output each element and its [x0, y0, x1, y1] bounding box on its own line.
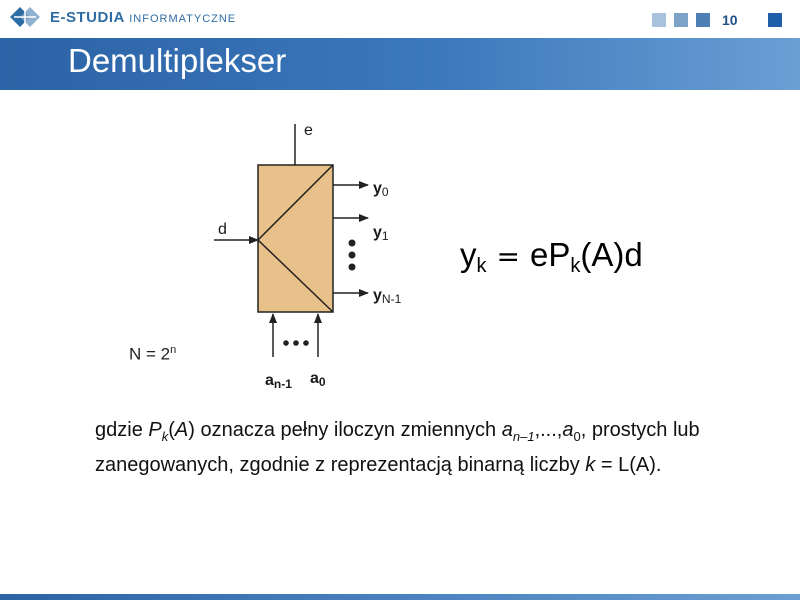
output-dots-icon — [349, 240, 356, 271]
slide-title: Demultiplekser — [68, 42, 287, 79]
formula-lhs-sub: k — [476, 255, 487, 277]
formula-rhs-sub: k — [570, 255, 581, 277]
logo-sub: INFORMATYCZNE — [129, 12, 237, 25]
desc-a1: a — [501, 419, 513, 441]
formula-rhs-1: eP — [529, 236, 571, 273]
n-label-text: N = 2 — [129, 344, 171, 364]
desc-part-2: oznacza pełny iloczyn zmiennych — [194, 419, 502, 441]
output-label-yN: yN-1 — [373, 287, 402, 306]
logo-brand: E-STUDIA — [50, 8, 125, 26]
output-label-y0: y0 — [373, 180, 389, 199]
formula-equals: = — [496, 240, 520, 273]
address-label-hi: an-1 — [265, 372, 292, 391]
desc-k: k — [585, 454, 596, 476]
enable-label: e — [304, 122, 313, 139]
address-dots-icon — [283, 340, 309, 346]
output-formula — [460, 236, 643, 278]
desc-n-minus-1-sub: n–1 — [512, 429, 535, 444]
demux-block — [258, 165, 333, 312]
n-outputs-label — [129, 344, 176, 365]
output-label-y1: y1 — [373, 224, 389, 243]
desc-part-3: , prostych lub zanegowanych, zgodnie z reprezentacją binarną liczby — [95, 419, 700, 476]
desc-part-4: = L(A). — [595, 454, 662, 476]
desc-k-sub: k — [161, 429, 169, 444]
desc-a2: a — [562, 419, 574, 441]
bottom-line — [0, 594, 800, 600]
n-label-sup: n — [170, 344, 177, 356]
desc-dots: ,..., — [534, 419, 563, 441]
desc-part-1: gdzie — [95, 419, 149, 441]
desc-a: A — [174, 419, 189, 441]
data-input-label: d — [218, 221, 227, 238]
address-label-lo: a0 — [310, 370, 326, 389]
desc-zero-sub: 0 — [573, 429, 581, 444]
desc-p: P — [148, 419, 162, 441]
formula-lhs: y — [460, 236, 477, 273]
description: gdzie $P_k(A)$ oznacza pełny iloczyn zmiennych $a_{n-1},...,a_0$, prostych lub zanegowanych, zgodnie z reprezentacją binarną liczby k = L(A). — [95, 419, 700, 476]
formula-rhs-2: (A)d — [580, 236, 643, 273]
page-number: 10 — [722, 12, 738, 28]
